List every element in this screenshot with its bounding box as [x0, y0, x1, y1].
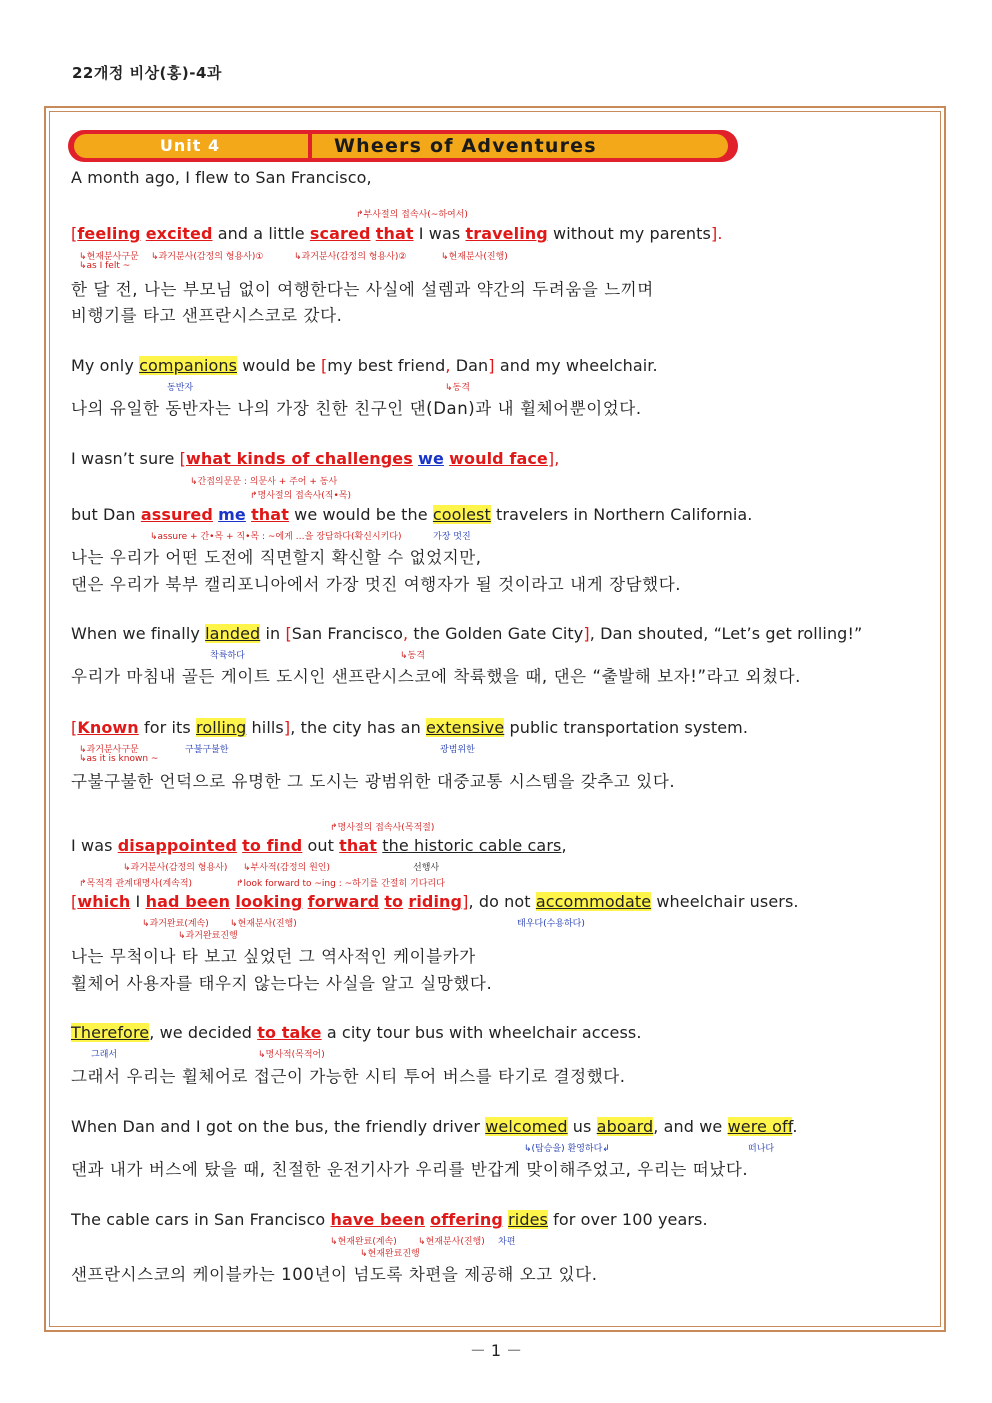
p6-line1: I was disappointed to find out that the historic cable cars, [71, 836, 567, 855]
p3-note-b: ↱명사절의 접속사(직•목) [250, 491, 351, 501]
p6-note-h: ↳과거완료진행 [178, 931, 238, 941]
p6-note-b: ↳부사적(감정의 원인) [243, 863, 330, 873]
p2-note-b: ↳동격 [445, 383, 470, 393]
p4-korean: 우리가 마침내 골든 게이트 도시인 샌프란시스코에 착륙했을 때, 댄은 “출발해 보자!”라고 외쳤다. [71, 667, 801, 686]
p6-note-top: ↱명사절의 접속사(목적절) [330, 823, 435, 833]
p9-note-b: ↳현재분사(진행) [418, 1237, 485, 1247]
p9-korean: 샌프란시스코의 케이블카는 100년이 넘도록 차편을 제공해 오고 있다. [71, 1265, 598, 1284]
p9-note-d: ↳현재완료진행 [360, 1249, 420, 1259]
p3-line1: I wasn’t sure [what kinds of challenges we would face], [71, 449, 560, 468]
p2-note-a: 동반자 [167, 383, 194, 393]
p6-note-c: 선행사 [413, 863, 440, 873]
document-header: 22개정 비상(홍)-4과 [72, 64, 222, 82]
p4-note-a: 착륙하다 [210, 651, 245, 661]
p1-note-b: ↳as I felt ~ [79, 261, 131, 271]
p3-line2: but Dan assured me that we would be the coolest travelers in Northern California. [71, 505, 753, 524]
p9-note-c: 차편 [498, 1237, 516, 1247]
p1-line1: A month ago, I flew to San Francisco, [71, 168, 372, 187]
p7-note-a: 그래서 [91, 1050, 118, 1060]
p6-note-d: ↱목적격 관계대명사(계속적) [79, 879, 193, 889]
p8-korean: 댄과 내가 버스에 탔을 때, 친절한 운전기사가 우리를 반갑게 맞이해주었고, 우리는 떠났다. [71, 1160, 749, 1179]
p9-note-a: ↳현재완료(계속) [330, 1237, 397, 1247]
p1-korean-2: 비행기를 타고 샌프란시스코로 갔다. [71, 306, 343, 325]
p3-korean-2: 댄은 우리가 북부 캘리포니아에서 가장 멋진 여행자가 될 것이라고 내게 장담했다. [71, 575, 682, 594]
p2-korean: 나의 유일한 동반자는 나의 가장 친한 친구인 댄(Dan)과 내 휠체어뿐이었다. [71, 399, 642, 418]
p6-note-e: ↱look forward to ~ing : ~하기를 간절히 기다리다 [236, 879, 445, 889]
p1-note-c: ↳과거분사(감정의 형용사)① [151, 252, 264, 262]
page-number: － 1 － [469, 1341, 523, 1360]
p1-note-e: ↳현재분사(진행) [441, 252, 508, 262]
p5-korean: 구불구불한 언덕으로 유명한 그 도시는 광범위한 대중교통 시스템을 갖추고 있다. [71, 772, 676, 791]
p8-note-a: ↳(탑승을) 환영하다↲ [524, 1144, 610, 1154]
p6-line2: [which I had been looking forward to riding], do not accommodate wheelchair users. [71, 892, 799, 911]
p6-korean-2: 휠체어 사용자를 태우지 않는다는 사실을 알고 실망했다. [71, 974, 493, 993]
p3-korean-1: 나는 우리가 어떤 도전에 직면할지 확신할 수 없었지만, [71, 548, 482, 567]
p5-note-d: 광범위한 [440, 745, 475, 755]
p7-korean: 그래서 우리는 휠체어로 접근이 가능한 시티 투어 버스를 타기로 결정했다. [71, 1067, 626, 1086]
p6-note-a: ↳과거분사(감정의 형용사) [123, 863, 228, 873]
p8-note-b: 떠나다 [748, 1144, 775, 1154]
p4-line: When we finally landed in [San Francisco, the Golden Gate City], Dan shouted, “Let’s get rolling!” [71, 624, 863, 643]
p6-note-i: 태우다(수용하다) [517, 919, 585, 929]
p5-line: [Known for its rolling hills], the city has an extensive public transportation system. [71, 718, 749, 737]
unit-label: Unit 4 [159, 136, 221, 155]
p2-line: My only companions would be [my best friend, Dan] and my wheelchair. [71, 356, 658, 375]
p3-note-d: 가장 멋진 [433, 532, 471, 542]
p9-line: The cable cars in San Francisco have been offering rides for over 100 years. [71, 1210, 708, 1229]
p3-note-a: ↳간접의문문 : 의문사 + 주어 + 동사 [190, 477, 338, 487]
p5-note-a: ↳과거분사구문 [79, 745, 139, 755]
p6-korean-1: 나는 무척이나 타 보고 싶었던 그 역사적인 케이블카가 [71, 947, 476, 966]
p1-line2: [feeling excited and a little scared that I was traveling without my parents]. [71, 224, 723, 243]
p6-note-g: ↳현재분사(진행) [230, 919, 297, 929]
p5-note-b: ↳as it is known ~ [79, 754, 159, 764]
unit-title: Wheers of Adventures [334, 135, 597, 157]
p1-note-d: ↳과거분사(감정의 형용사)② [294, 252, 407, 262]
p7-note-b: ↳명사적(목적어) [258, 1050, 325, 1060]
p1-note-a: ↳현재분사구문 [79, 252, 139, 262]
p5-note-c: 구불구불한 [185, 745, 229, 755]
p1-note-top: ↱부사절의 접속사(~하여서) [356, 210, 468, 220]
p8-line: When Dan and I got on the bus, the friendly driver welcomed us aboard, and we were off. [71, 1117, 798, 1136]
p3-note-c: ↳assure + 간•목 + 직•목 : ~에게 …을 장담하다(확신시키다) [150, 532, 402, 542]
unit-banner [68, 130, 738, 162]
p6-note-f: ↳과거완료(계속) [142, 919, 209, 929]
p7-line: Therefore, we decided to take a city tour bus with wheelchair access. [71, 1023, 642, 1042]
p4-note-b: ↳동격 [400, 651, 425, 661]
p1-korean-1: 한 달 전, 나는 부모님 없이 여행한다는 사실에 설렘과 약간의 두려움을 느끼며 [71, 280, 654, 299]
